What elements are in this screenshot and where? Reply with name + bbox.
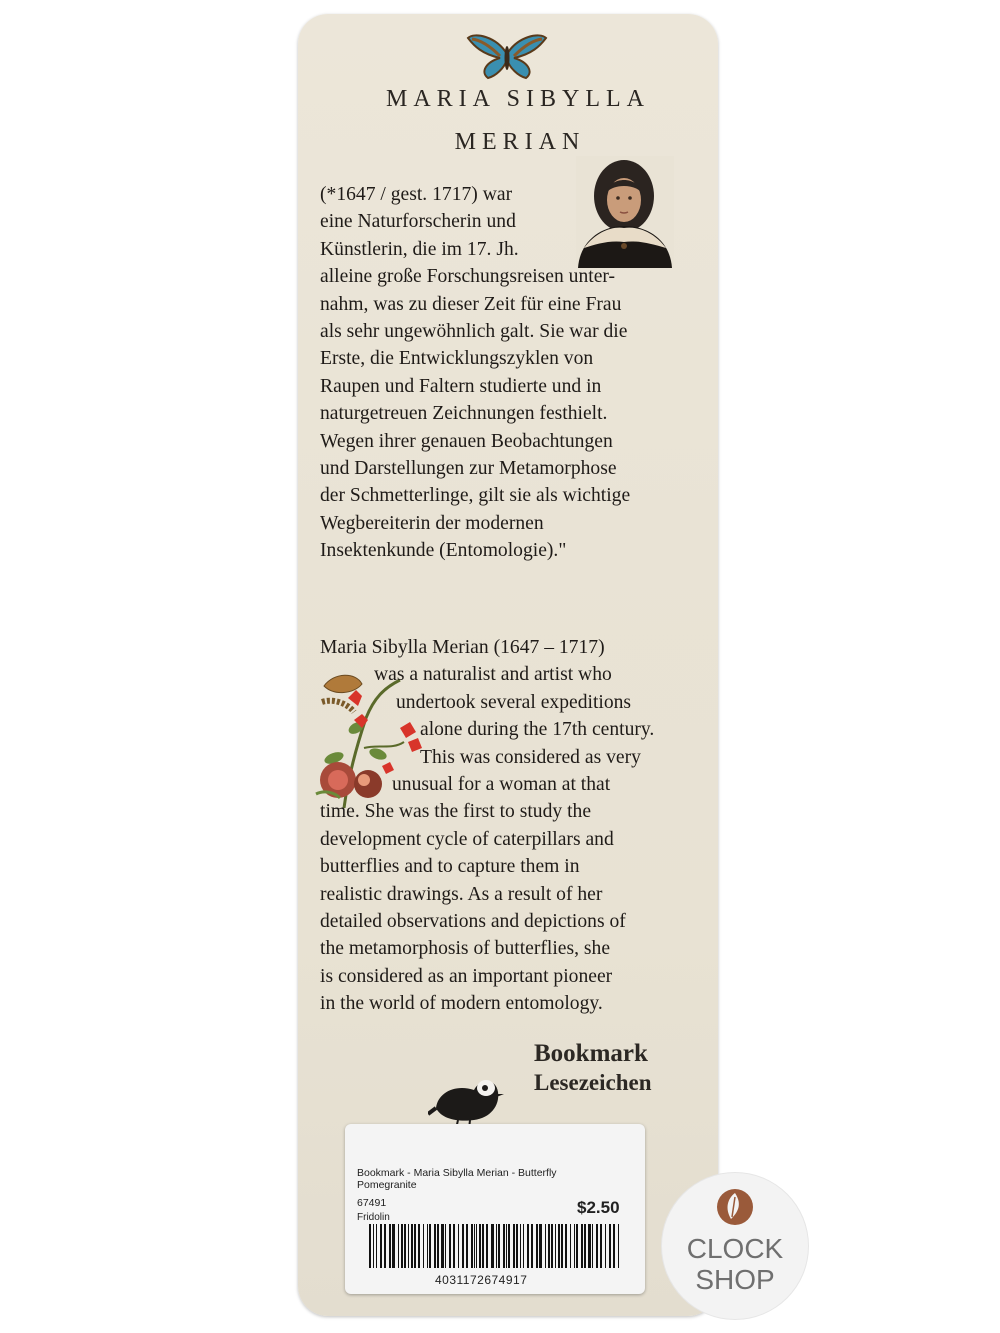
german-line: Raupen und Faltern studierte und in (320, 375, 602, 397)
clock-shop-line-2: SHOP (695, 1264, 775, 1295)
german-line: naturgetreuen Zeichnungen festhielt. (320, 403, 608, 425)
english-line: alone during the 17th century. (420, 719, 655, 741)
german-line: alleine große Forschungsreisen unter- (320, 266, 616, 288)
german-line: (*1647 / gest. 1717) war (320, 184, 513, 205)
english-description (320, 634, 700, 1018)
german-line: als sehr ungewöhnlich galt. Sie war die (320, 321, 628, 343)
english-line: is considered as an important pioneer (320, 965, 613, 987)
english-line: unusual for a woman at that (392, 774, 611, 796)
english-line: time. She was the first to study the (320, 801, 592, 823)
price-label (345, 1124, 645, 1294)
english-line: was a naturalist and artist who (374, 664, 612, 686)
german-line: und Darstellungen zur Metamorphose (320, 458, 617, 480)
german-line: der Schmetterlinge, gilt sie als wichtige (320, 485, 631, 507)
german-line: nahm, was zu dieser Zeit für eine Frau (320, 293, 622, 315)
barcode-image (369, 1224, 619, 1268)
english-line: development cycle of caterpillars and (320, 828, 614, 850)
english-line: in the world of modern entomology. (320, 993, 603, 1015)
bookmark (298, 14, 718, 1316)
english-line: butterflies and to capture them in (320, 856, 580, 878)
english-line: This was considered as very (420, 746, 641, 768)
english-line: the metamorphosis of butterflies, she (320, 938, 611, 960)
product-brand: Fridolin (357, 1212, 390, 1223)
product-sku: 67491 (357, 1197, 387, 1209)
german-line: Insektenkunde (Entomologie)." (320, 540, 567, 562)
german-line: Erste, die Entwicklungszyklen von (320, 348, 594, 370)
german-line: Wegen ihrer genauen Beobachtungen (320, 430, 613, 452)
title-line-1: MARIA SIBYLLA (385, 86, 650, 112)
product-price: $2.50 (577, 1198, 620, 1217)
brand (534, 1039, 652, 1097)
title-line-2: MERIAN (454, 129, 586, 155)
clock-shop-badge (662, 1173, 808, 1319)
barcode-number: 4031172674917 (435, 1273, 528, 1287)
german-line: Wegbereiterin der modernen (320, 512, 544, 534)
english-line: detailed observations and depictions of (320, 911, 626, 933)
german-line: eine Naturforscherin und (320, 211, 516, 233)
german-line: Künstlerin, die im 17. Jh. (320, 238, 519, 260)
leaf-icon (715, 1187, 755, 1227)
english-line: realistic drawings. As a result of her (320, 883, 603, 905)
butterfly-icon (466, 32, 548, 82)
brand-line-1: Bookmark (534, 1040, 648, 1067)
brand-line-2: Lesezeichen (534, 1070, 652, 1095)
product-title: Bookmark - Maria Sibylla Merian - Butterfly Pomegranite (357, 1167, 557, 1191)
english-line: undertook several expeditions (396, 691, 632, 713)
english-line: Maria Sibylla Merian (1647 – 1717) (320, 637, 605, 658)
clock-shop-line-1: CLOCK (686, 1233, 784, 1264)
german-description (320, 181, 700, 565)
